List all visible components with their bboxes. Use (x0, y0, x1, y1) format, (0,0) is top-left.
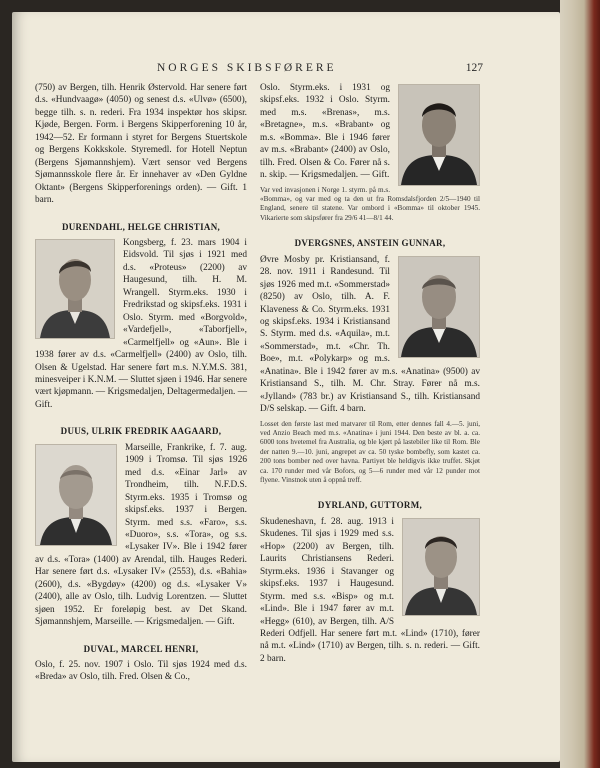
portrait-image (399, 85, 479, 185)
entry-heading-dyrland: DYRLAND, GUTTORM, (317, 500, 423, 511)
entry-text-dvergsnes: Øvre Mosby pr. Kristiansand, f. 28. nov. 1911 i Randesund. Til sjøs 1926 med m.t. «Sommerstad» (8250) av Oslo, tilh. A. F. Klaveness & Co. Styrm.eks. 1931 og skipsf.eks. 1934 i Kristiansand S. Styrm. med d.s. «Aquila», m.t. «Sommerstad», m.t. «Chr. Th. Boe», m.t. «Polykarp» og m.s. «Anatina». Ble i 1942 fører av m.s. «Anatina» (9500) av Kristiansand S., tilh. M. Chr. Stray. Fører nå m.s. «Jylland» (783 br.) av Kristiansand S., tilh. Kristiansand D/S selskap. — Gift. 4 barn. (260, 254, 480, 415)
portrait-image (399, 257, 479, 357)
left-column (35, 82, 247, 684)
portrait-photo-duval (398, 84, 480, 186)
page-number: 127 (465, 62, 483, 74)
portrait-photo-dyrland (402, 518, 480, 616)
entry-heading-dvergsnes: DVERGSNES, ANSTEIN GUNNAR, (294, 238, 446, 249)
entry-note-dvergsnes: Losset den første last med matvarer til Rom, etter dennes fall 4.—5. juni, ved Anzio Beach med m.s. «Anatina» i juni 1944. Den beste av bl. a. ca. 6000 tons hvetemel fra Australia, og ble kjørt på lastebiler like til Rom. Ble der natten 9.—10. juni, angrepet av ca. 50 tyske bombefly, som kastet ca. 200 tons bomber ned over havna. Partiyet ble heldigvis ikke truffet. Skjøt ca. 170 runder med vår Bofors, og 5—6 runder med vår 12 punder mot flyene. Vinstnok uten å oppnå treff. (260, 419, 480, 485)
entry-heading-duval: DUVAL, MARCEL HENRI, (83, 643, 199, 654)
book-page-edges (560, 0, 600, 768)
entry-text-duval: Oslo, f. 25. nov. 1907 i Oslo. Til sjøs 1924 med d.s. «Breda» av Oslo, tilh. Fred. Olsen & Co., (35, 660, 247, 683)
continued-entry-text: (750) av Bergen, tilh. Henrik Østervold. Har senere ført d.s. «Hundvaagø» (4050) og senest d.s. «Ulvø» (6500), begge tilh. s. n. rederi. Fra 1934 inspektør hos skipsr. Kjøde, Bergen. Form. i Bergens Skipperforening 10 år, 1942—52. Er formann i styret for Bergens Stuertskole og Bergens Kokkskole. Styremedl. for Hotell Neptun (Bergens Sjømannshjem). Vært sensor ved Bergens Sjømannsskole flere år. Er innehaver av «Den Gyldne Oktant» (Bergens Skipperforenings orden). — Gift. 1 barn. (35, 83, 247, 206)
entry-text-duval-continued: Oslo. Styrm.eks. i 1931 og skipsf.eks. 1932 i Oslo. Styrm. med m.s. «Brenas», m.s. «Bretagne», m.s. «Brabant» og m.s. «Bomma». Ble i 1946 fører av m.s. «Brabant» (2400) av Oslo, tilh. Fred. Olsen & Co. Fører nå s. n. skip. — Krigsmedaljen. — Gift. (260, 83, 390, 181)
entry-text-durendahl: Kongsberg, f. 23. mars 1904 i Eidsvold. Til sjøs i 1921 med d.s. «Proteus» (2200) av Haugesund, tilh. H. M. Wrangell. Styrm.eks. 1930 i Fredrikstad og skipsf.eks. 1931 i Oslo. Styrm. med «Borgvold», «Vardefjell», «Taborfjell», «Carmelfjell» og «Aun». Ble i 1938 fører av d.s. «Carmelfjell» (2400) av Oslo, tilh. Olsen & Ugelstad. Har senere ført m.s. N.Y.M.S. 381, minesveiper i K.N.M. — Sluttet sjøen i 1946. Har senere vært kjøpmann. — Krigsmedaljen, Deltagermedaljen. — Gift. (35, 237, 247, 410)
book-page (12, 12, 560, 762)
entry-text-dyrland: Skudeneshavn, f. 28. aug. 1913 i Skudenes. Til sjøs i 1929 med s.s. «Hop» (2200) av Bergen, tilh. Laurits Christiansens Rederi. Styrm.eks. 1936 i Stavanger og skipsf.eks. 1937 i Haugesund. Styrm. med s.s. «Bisp» og m.t. «Lind». Ble i 1947 fører av m.t. «Hegg» (610), av Bergen, tilh. A/S Rederi Odfjell. Har senere ført m.t. «Lind» (1710), fører nå m.t. «Lind» (1710) av Bergen, tilh. s. n. rederi. — Gift. 2 barn. (260, 516, 480, 664)
right-column (260, 82, 480, 665)
portrait-photo-durendahl (35, 239, 115, 339)
portrait-image (36, 445, 116, 545)
entry-heading-duus: DUUS, ULRIK FREDRIK AAGAARD, (60, 426, 222, 437)
portrait-photo-dvergsnes (398, 256, 480, 358)
running-title: NORGES SKIBSFØRERE (157, 62, 337, 74)
entry-text-duus: Marseille, Frankrike, f. 7. aug. 1909 i Tromsø. Til sjøs 1926 med d.s. «Einar Jarl» av Trondheim, tilh. N.F.D.S. Styrm.eks. 1935 i Tromsø og skipsf.eks. 1937 i Bergen. Styrm. med s.s. «Faro», s.s. «Duoro», s.s. «Tora», og s.s. «Lysaker IV». Ble i 1942 fører av d.s. «Tora» (1400) av Arendal, tilh. Hauges Rederi. Har senere ført d.s. «Lysaker IV» (2553), d.s. «Bahia» (2600), d.s. «Bygdøy» (4200) og d.s. «Lysaker V» (2400), alle av Oslo, tilh. Ludvig Lorentzen. — Sluttet sjøen 1952. Er foreløpig best. av Det Skand. Sjømannshjem, Marseille. — Krigsmedaljen. — Gift. (35, 442, 247, 628)
entry-heading-durendahl: DURENDAHL, HELGE CHRISTIAN, (61, 221, 221, 232)
portrait-photo-duus (35, 444, 117, 546)
portrait-image (36, 240, 114, 338)
running-header (47, 62, 483, 80)
entry-note-duval: Var ved invasjonen i Norge 1. styrm. på m.s. «Bomma», og var med og ta den ut fra Romsdalsfjorden 2/5—1940 til England, senere til statene. Var ombord i «Bomma» til oktober 1945. Vikarierte som skipsfører fra 29/6 41—8/1 44. (260, 185, 480, 222)
portrait-image (403, 519, 479, 615)
